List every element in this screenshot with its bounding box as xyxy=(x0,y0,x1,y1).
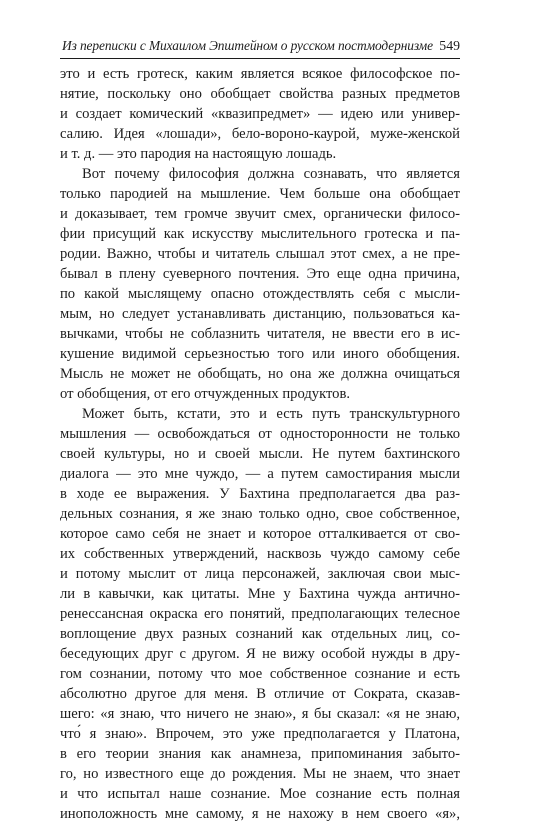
text-line: которое само себя не знает и которое отталкивается от сво- xyxy=(60,526,460,542)
header-rule xyxy=(60,58,460,59)
text-line: и потому мыслит от лица персонажей, заключая свои мыс- xyxy=(60,566,460,582)
text-line: ли в кавычки, как цитаты. Мне у Бахтина чужда антично- xyxy=(60,586,460,602)
text-line: Мысль не может не обобщать, но она же должна очищаться xyxy=(60,366,460,382)
text-line: и создает комический «квазипредмет» — идею или универ- xyxy=(60,106,460,122)
text-line: от обобщения, от его отчужденных продуктов. xyxy=(60,386,351,402)
text-line: диалога — это мне чуждо, — а путем самостирания мысли xyxy=(60,466,460,482)
text-line: абсолютно другое для меня. В отличие от Сократа, сказав- xyxy=(60,686,460,702)
text-line: дельных сознания, я же знаю только одно, свое собственное, xyxy=(60,506,460,522)
text-line: ренессансная окраска его понятий, предполагающих телесное xyxy=(60,606,460,622)
text-line: Может быть, кстати, это и есть путь транскультурного xyxy=(82,406,460,422)
text-line: своей культуры, но и своей мысли. Не путем бахтинского xyxy=(60,446,460,462)
text-line: родии. Важно, чтобы и читатель слышал этот смех, а не пре- xyxy=(60,246,460,262)
text-line: вычками, чтобы не соблазнить читателя, не ввести его в ис- xyxy=(60,326,460,342)
text-line: Вот почему философия должна сознавать, что является xyxy=(82,166,460,182)
text-line: мышления — освобождаться от односторонности не только xyxy=(60,426,460,442)
body-text xyxy=(60,64,460,824)
paragraph xyxy=(60,64,460,164)
text-line: воплощение двух разных сознаний как отдельных лиц, со- xyxy=(60,626,460,642)
text-line: и доказывает, тем громче звучит смех, органически филосо- xyxy=(60,206,460,222)
text-line: это и есть гротеск, каким является всякое философское по- xyxy=(60,66,460,82)
paragraph xyxy=(60,164,460,404)
text-line: фии присущий как искусству мыслительного гротеска и па- xyxy=(60,226,460,242)
text-line: только пародией на мышление. Чем больше она обобщает xyxy=(60,186,460,202)
text-line: иноположность мне самому, я не нахожу в нем своего «я», xyxy=(60,806,460,822)
text-line: мым, но следует устанавливать дистанцию, пользоваться ка- xyxy=(60,306,460,322)
text-line: кушение видимой серьезностью того или иного обобщения. xyxy=(60,346,460,362)
text-line: в ходе ее выражения. У Бахтина предполагается два раз- xyxy=(60,486,460,502)
text-line: и что испытал наше сознание. Мое сознание есть полная xyxy=(60,786,460,802)
text-line: бывал в плену суеверного почтения. Это еще одна причина, xyxy=(60,266,460,282)
text-line: и т. д. — это пародия на настоящую лошадь. xyxy=(60,146,337,162)
running-head xyxy=(60,38,460,58)
text-line: го, но известного еще до рождения. Мы не знаем, что знает xyxy=(60,766,460,782)
text-line: шего: «я знаю, что ничего не знаю», я бы сказал: «я не знаю, xyxy=(60,706,460,722)
text-line: беседующих друг с другом. Я не вижу особой нужды в дру- xyxy=(60,646,460,662)
page-number: 549 xyxy=(439,38,460,53)
running-head-title: Из переписки с Михаилом Эпштейном о русском постмодернизме xyxy=(62,38,433,53)
text-line: по какой мыслящему опасно отождествлять себя с мысли- xyxy=(60,286,460,302)
text-line: гом сознании, потому что мое собственное сознание и есть xyxy=(60,666,460,682)
text-line: что́ я знаю». Впрочем, это уже предполагается у Платона, xyxy=(60,726,460,742)
paragraph xyxy=(60,404,460,824)
text-line: в его теории знания как анамнеза, припоминания забыто- xyxy=(60,746,460,762)
text-line: их собственных утверждений, насквозь чуждо самому себе xyxy=(60,546,460,562)
text-line: нятие, поскольку оно обобщает свойства разных предметов xyxy=(60,86,460,102)
text-line: салию. Идея «лошади», бело-вороно-каурой, муже-женской xyxy=(60,126,460,142)
